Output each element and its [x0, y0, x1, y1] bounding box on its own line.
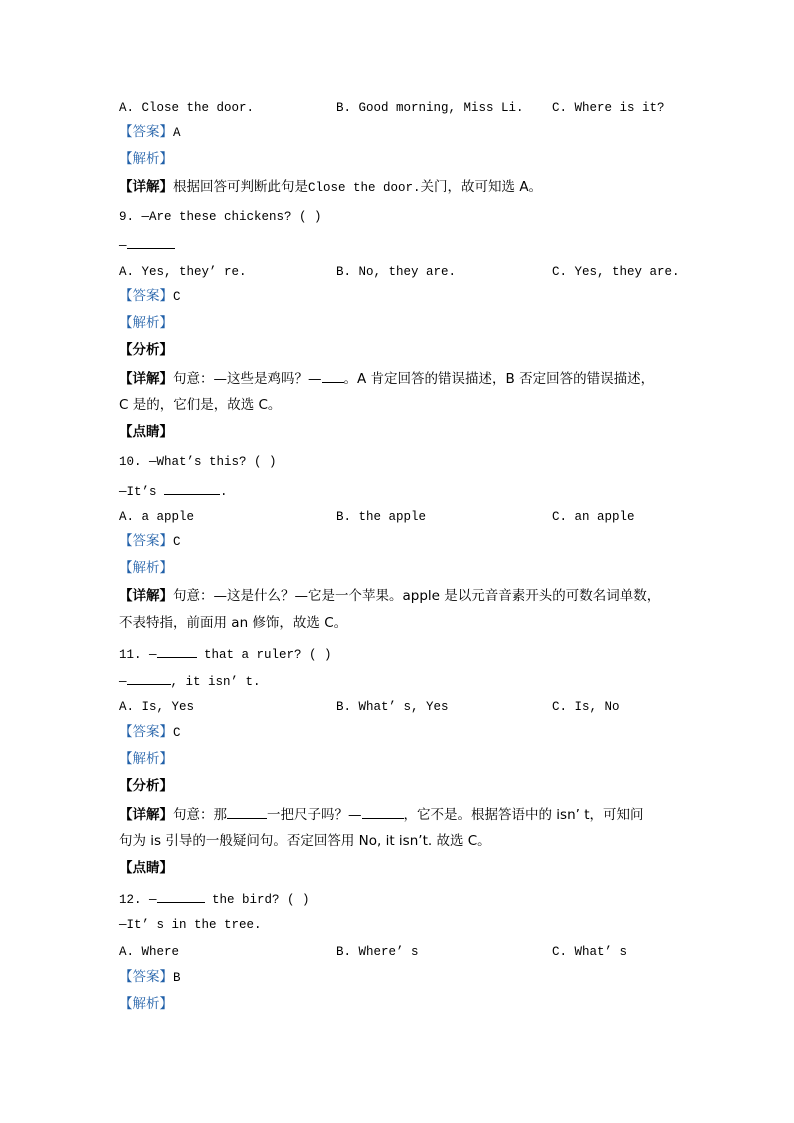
detail-tag: 【详解】 — [119, 371, 173, 387]
answer-blank — [157, 644, 197, 658]
answer-blank — [157, 889, 205, 903]
q9-answer — [119, 287, 684, 306]
answer-tag: 【答案】 — [119, 124, 173, 140]
q12-option-b: B. Where’ s — [336, 945, 419, 959]
answer-value: B — [173, 971, 181, 985]
answer-value: C — [173, 535, 181, 549]
q12-answer — [119, 968, 684, 987]
q8-option-a: A. Close the door. — [119, 101, 255, 115]
q10-detail-line2: 不表特指，前面用 an 修饰，故选 C。 — [119, 615, 348, 631]
answer-blank — [127, 235, 175, 249]
q11-answer — [119, 723, 684, 742]
q9-fenxi — [119, 341, 684, 360]
dianjing-tag: 【点睛】 — [119, 424, 173, 440]
q12-option-c: C. What’ s — [552, 945, 628, 959]
q8-analysis — [119, 150, 684, 169]
q9-dianjing — [119, 423, 684, 442]
q10-option-b: B. the apple — [336, 510, 427, 524]
fenxi-tag: 【分析】 — [119, 342, 173, 358]
q12-analysis — [119, 995, 684, 1014]
answer-blank — [164, 481, 220, 495]
q11-analysis — [119, 750, 684, 769]
analysis-tag: 【解析】 — [119, 151, 173, 167]
q10-reply: —It’s . — [119, 481, 684, 501]
q9-option-a: A. Yes, they’ re. — [119, 265, 247, 279]
dianjing-tag: 【点睛】 — [119, 860, 173, 876]
analysis-tag: 【解析】 — [119, 751, 173, 767]
q11-option-c: C. Is, No — [552, 700, 620, 714]
q12-option-a: A. Where — [119, 945, 180, 959]
q10-stem: 10. —What’s this? ( ) — [119, 455, 277, 469]
q9-analysis — [119, 314, 684, 333]
q12-stem: 12. — the bird? ( ) — [119, 889, 684, 909]
answer-value: C — [173, 726, 181, 740]
fenxi-tag: 【分析】 — [119, 778, 173, 794]
q9-detail-line1: 【详解】句意：—这些是鸡吗？— 。A 肯定回答的错误描述，B 否定回答的错误描述， — [119, 371, 655, 387]
q11-reply: — , it isn’ t. — [119, 671, 684, 691]
q11-stem: 11. — that a ruler? ( ) — [119, 644, 684, 664]
analysis-tag: 【解析】 — [119, 996, 173, 1012]
q8-detail: 【详解】根据回答可判断此句是Close the door.关门，故可知选 A。 — [119, 179, 543, 195]
answer-tag: 【答案】 — [119, 969, 173, 985]
q8-option-b: B. Good morning, Miss Li. — [336, 101, 524, 115]
q10-answer — [119, 532, 684, 551]
q10-analysis — [119, 559, 684, 578]
q10-detail-line1: 【详解】句意：—这是什么？—它是一个苹果。apple 是以元音音素开头的可数名词单数， — [119, 588, 661, 604]
q11-option-a: A. Is, Yes — [119, 700, 195, 714]
q9-stem: 9. —Are these chickens? ( ) — [119, 210, 322, 224]
q8-option-c: C. Where is it? — [552, 101, 665, 115]
answer-value: A — [173, 126, 181, 140]
q11-detail-line1: 【详解】句意：那 一把尺子吗？— ，它不是。根据答语中的 isn’ t，可知问 — [119, 807, 644, 823]
answer-tag: 【答案】 — [119, 288, 173, 304]
answer-blank — [127, 671, 171, 685]
q11-detail-line2: 句为 is 引导的一般疑问句。否定回答用 No, it isn’t. 故选 C。 — [119, 833, 491, 849]
analysis-tag: 【解析】 — [119, 315, 173, 331]
detail-tag: 【详解】 — [119, 179, 173, 195]
q12-reply: —It’ s in the tree. — [119, 918, 262, 932]
q9-option-b: B. No, they are. — [336, 265, 457, 279]
detail-tag: 【详解】 — [119, 807, 173, 823]
q9-option-c: C. Yes, they are. — [552, 265, 680, 279]
q9-reply: — — [119, 235, 684, 255]
detail-tag: 【详解】 — [119, 588, 173, 604]
q10-option-c: C. an apple — [552, 510, 635, 524]
answer-tag: 【答案】 — [119, 724, 173, 740]
q10-option-a: A. a apple — [119, 510, 195, 524]
q11-fenxi — [119, 777, 684, 796]
q9-detail-line2: C 是的，它们是，故选 C。 — [119, 397, 282, 413]
answer-value: C — [173, 290, 181, 304]
q11-option-b: B. What’ s, Yes — [336, 700, 449, 714]
answer-tag: 【答案】 — [119, 533, 173, 549]
q11-dianjing — [119, 859, 684, 878]
analysis-tag: 【解析】 — [119, 560, 173, 576]
q8-answer — [119, 123, 684, 142]
